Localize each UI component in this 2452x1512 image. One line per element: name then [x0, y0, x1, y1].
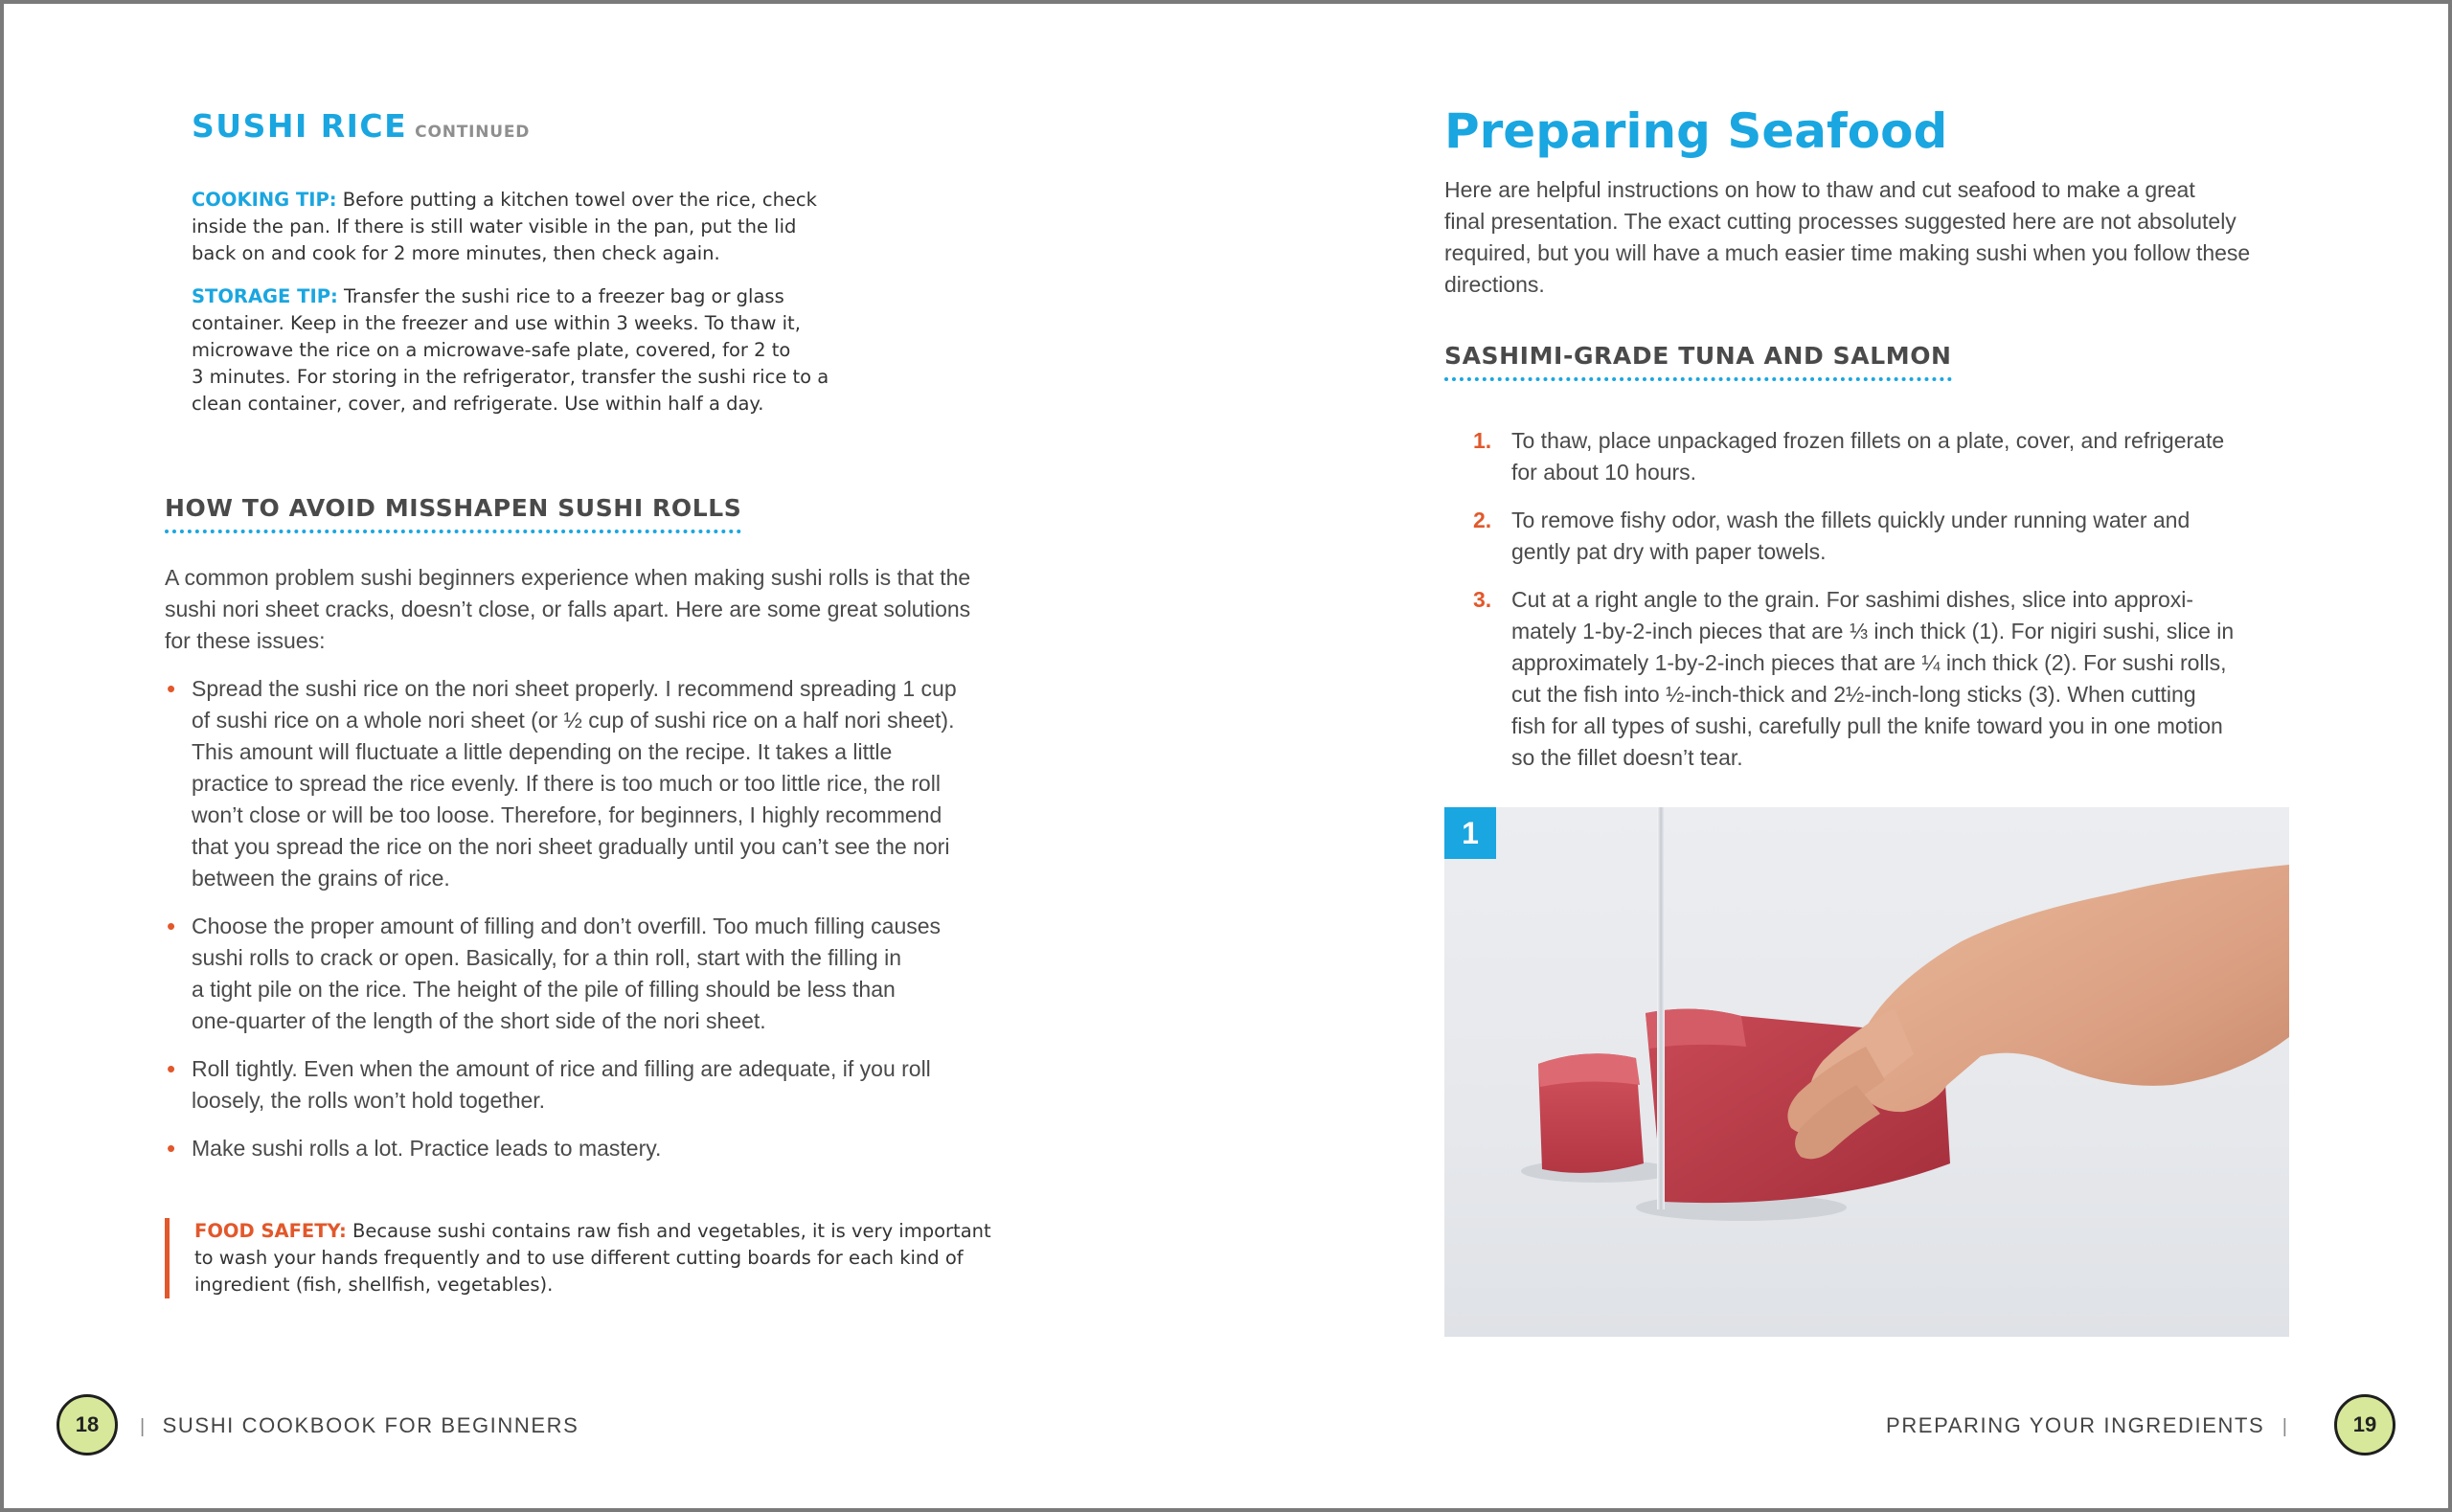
- food-safety-line: Because sushi contains raw fish and vegetables, it is very important: [352, 1220, 991, 1242]
- step-line: so the fillet doesn’t tear.: [1511, 745, 1743, 770]
- book-spread: [4, 4, 2448, 1508]
- intro-line: directions.: [1444, 272, 1545, 297]
- bullet-line: Roll tightly. Even when the amount of rice and filling are adequate, if you roll: [192, 1056, 931, 1081]
- food-safety-callout: [165, 1218, 1037, 1298]
- food-safety-label: FOOD SAFETY:: [194, 1220, 347, 1242]
- steps-list: [1444, 425, 2287, 790]
- solutions-list: [165, 673, 1008, 1181]
- misshapen-rolls-heading: HOW TO AVOID MISSHAPEN SUSHI ROLLS: [165, 494, 741, 533]
- intro-line: required, but you will have a much easier time making sushi when you follow these: [1444, 240, 2251, 265]
- storage-tip-line: microwave the rice on a microwave-safe plate, covered, for 2 to: [192, 339, 791, 361]
- bullet-line: practice to spread the rice evenly. If there is too much or too little rice, the roll: [192, 771, 941, 796]
- bullet-line: sushi rolls to crack or open. Basically, for a thin roll, start with the filling in: [192, 945, 901, 970]
- step-line: mately 1-by-2-inch pieces that are ⅓ inch thick (1). For nigiri sushi, slice in: [1511, 619, 2235, 643]
- page-number-left: 18: [57, 1394, 118, 1456]
- photo-step-badge: 1: [1444, 807, 1496, 859]
- bullet-line: Make sushi rolls a lot. Practice leads to mastery.: [192, 1136, 662, 1161]
- footer-right: [1886, 1413, 2287, 1438]
- photo-illustration: [1444, 807, 2289, 1337]
- food-safety-line: ingredient (fish, shellfish, vegetables).: [194, 1274, 554, 1296]
- bullet-line: a tight pile on the rice. The height of the pile of filling should be less than: [192, 977, 896, 1002]
- storage-tip-line: container. Keep in the freezer and use within 3 weeks. To thaw it,: [192, 312, 801, 334]
- step-line: To thaw, place unpackaged frozen fillets on a plate, cover, and refrigerate: [1511, 428, 2225, 453]
- orange-dot-icon: •: [167, 912, 176, 940]
- bullet-line: Choose the proper amount of filling and don’t overfill. Too much filling causes: [192, 914, 942, 938]
- tuna-salmon-heading-wrap: [1444, 342, 1952, 381]
- bullet-line: loosely, the rolls won’t hold together.: [192, 1088, 546, 1113]
- step-number: 2.: [1473, 508, 1492, 532]
- storage-tip-line: clean container, cover, and refrigerate. Use within half a day.: [192, 393, 764, 415]
- misshapen-rolls-intro: [165, 562, 1008, 657]
- storage-tip: [192, 283, 881, 417]
- cooking-tip-label: COOKING TIP:: [192, 189, 337, 211]
- step-line: for about 10 hours.: [1511, 460, 1697, 485]
- sushi-rice-section-title: [192, 107, 530, 145]
- footer-separator: |: [2282, 1416, 2287, 1437]
- bullet-line: won’t close or will be too loose. Therefore, for beginners, I highly recommend: [192, 802, 942, 827]
- list-item: [165, 673, 1008, 894]
- storage-tip-line: 3 minutes. For storing in the refrigerator, transfer the sushi rice to a: [192, 366, 829, 388]
- intro-line: final presentation. The exact cutting processes suggested here are not absolutely: [1444, 209, 2236, 234]
- step-line: cut the fish into ½-inch-thick and 2½-inch-long sticks (3). When cutting: [1511, 682, 2196, 707]
- section-title: SUSHI RICE: [192, 107, 408, 145]
- cooking-tip: [192, 187, 881, 267]
- step-line: gently pat dry with paper towels.: [1511, 539, 1827, 564]
- orange-dot-icon: •: [167, 1134, 176, 1162]
- bullet-line: of sushi rice on a whole nori sheet (or ½ cup of sushi rice on a half nori sheet).: [192, 708, 955, 733]
- bullet-line: This amount will fluctuate a little depending on the recipe. It takes a little: [192, 739, 893, 764]
- misshapen-rolls-heading-wrap: [165, 494, 741, 533]
- footer-separator: |: [140, 1416, 146, 1437]
- bullet-line: one-quarter of the length of the short side of the nori sheet.: [192, 1008, 766, 1033]
- page-title: Preparing Seafood: [1444, 103, 1948, 159]
- book-title-footer: SUSHI COOKBOOK FOR BEGINNERS: [162, 1413, 579, 1437]
- orange-dot-icon: •: [167, 1054, 176, 1083]
- list-item: [165, 1133, 1008, 1164]
- bullet-line: that you spread the rice on the nori sheet gradually until you can’t see the nori: [192, 834, 950, 859]
- step-number: 1.: [1473, 428, 1492, 453]
- cooking-tip-line: back on and cook for 2 more minutes, then check again.: [192, 242, 720, 264]
- bullet-line: Spread the sushi rice on the nori sheet properly. I recommend spreading 1 cup: [192, 676, 957, 701]
- intro-line: Here are helpful instructions on how to thaw and cut seafood to make a great: [1444, 177, 2195, 202]
- orange-dot-icon: •: [167, 674, 176, 703]
- page-number-right: 19: [2334, 1394, 2395, 1456]
- intro-line: A common problem sushi beginners experience when making sushi rolls is that the: [165, 565, 971, 590]
- storage-tip-label: STORAGE TIP:: [192, 285, 338, 307]
- step-number: 3.: [1473, 587, 1492, 612]
- bullet-line: between the grains of rice.: [192, 866, 450, 891]
- list-item: [1444, 584, 2287, 774]
- tuna-salmon-heading: SASHIMI-GRADE TUNA AND SALMON: [1444, 342, 1952, 381]
- footer-left: [140, 1413, 579, 1438]
- list-item: [1444, 505, 2287, 568]
- step-line: approximately 1-by-2-inch pieces that are ¼ inch thick (2). For sushi rolls,: [1511, 650, 2227, 675]
- list-item: [1444, 425, 2287, 488]
- intro-line: for these issues:: [165, 628, 326, 653]
- list-item: [165, 911, 1008, 1037]
- step-line: To remove fishy odor, wash the fillets quickly under running water and: [1511, 508, 2191, 532]
- storage-tip-line: Transfer the sushi rice to a freezer bag or glass: [344, 285, 784, 307]
- cooking-tip-line: inside the pan. If there is still water visible in the pan, put the lid: [192, 215, 797, 237]
- cooking-tip-line: Before putting a kitchen towel over the rice, check: [342, 189, 817, 211]
- list-item: [165, 1053, 1008, 1117]
- section-continued-label: CONTINUED: [415, 123, 531, 142]
- chapter-title-footer: PREPARING YOUR INGREDIENTS: [1886, 1413, 2265, 1437]
- step-line: Cut at a right angle to the grain. For sashimi dishes, slice into approxi-: [1511, 587, 2194, 612]
- seafood-intro: [1444, 174, 2306, 301]
- tuna-cutting-photo: [1444, 807, 2289, 1337]
- step-line: fish for all types of sushi, carefully pull the knife toward you in one motion: [1511, 713, 2223, 738]
- intro-line: sushi nori sheet cracks, doesn’t close, or falls apart. Here are some great solutions: [165, 597, 971, 621]
- food-safety-line: to wash your hands frequently and to use different cutting boards for each kind of: [194, 1247, 964, 1269]
